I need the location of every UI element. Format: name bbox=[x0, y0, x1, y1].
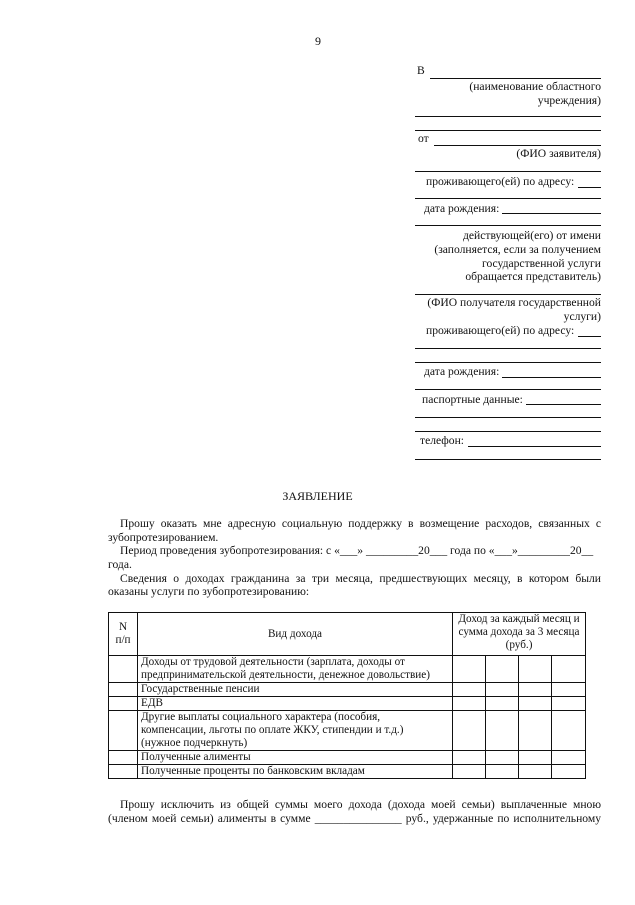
month-2-cell[interactable] bbox=[486, 711, 519, 751]
month-2-cell[interactable] bbox=[486, 751, 519, 765]
row-number-cell bbox=[109, 751, 138, 765]
birth-label: дата рождения: bbox=[424, 202, 500, 215]
col-income-header-2: сумма дохода за 3 месяца bbox=[458, 626, 580, 638]
row-number-cell bbox=[109, 697, 138, 711]
row-number-cell bbox=[109, 711, 138, 751]
col-number-header bbox=[109, 613, 138, 656]
income-type-cell bbox=[138, 656, 453, 683]
passport-blank bbox=[526, 404, 601, 405]
org-name-line bbox=[430, 78, 601, 79]
phone-line-2 bbox=[415, 459, 601, 460]
org-caption-1: (наименование областного bbox=[469, 80, 601, 93]
total-cell[interactable] bbox=[552, 697, 586, 711]
income-type-cell: Полученные алименты bbox=[138, 751, 453, 765]
month-2-cell[interactable] bbox=[486, 656, 519, 683]
applicant-name-line bbox=[434, 145, 601, 146]
month-2-cell[interactable] bbox=[486, 697, 519, 711]
recipient-caption-1: (ФИО получателя государственной bbox=[427, 296, 601, 309]
recipient-line bbox=[415, 294, 601, 295]
table-row bbox=[109, 711, 586, 751]
month-1-cell[interactable] bbox=[453, 765, 486, 779]
birth-line-2 bbox=[415, 225, 601, 226]
birth2-line-2 bbox=[415, 389, 601, 390]
org-line-3 bbox=[415, 130, 601, 131]
income-type-cell: Государственные пенсии bbox=[138, 683, 453, 697]
col-income-header-3: (руб.) bbox=[505, 639, 533, 651]
total-cell[interactable] bbox=[552, 711, 586, 751]
row-number-cell bbox=[109, 656, 138, 683]
income-type-cell bbox=[138, 711, 453, 751]
org-line-2 bbox=[415, 116, 601, 117]
to-prefix: В bbox=[417, 64, 425, 77]
table-row bbox=[109, 697, 586, 711]
month-1-cell[interactable] bbox=[453, 683, 486, 697]
phone-blank bbox=[468, 446, 601, 447]
total-cell[interactable] bbox=[552, 656, 586, 683]
acting-text-2: (заполняется, если за получением bbox=[434, 243, 601, 256]
birth2-label: дата рождения: bbox=[424, 365, 500, 378]
acting-text-1: действующей(его) от имени bbox=[462, 229, 601, 242]
month-3-cell[interactable] bbox=[519, 656, 552, 683]
residing-line-2 bbox=[415, 198, 601, 199]
income-table bbox=[108, 612, 586, 779]
document-title: ЗАЯВЛЕНИЕ bbox=[282, 489, 353, 503]
total-cell[interactable] bbox=[552, 765, 586, 779]
income-intro-1: Сведения о доходах гражданина за три месяца, предшествующих месяцу, в котором были bbox=[120, 572, 601, 585]
period-text-1: Период проведения зубопротезирования: с «___» _________20___ года по «___»_________20__ bbox=[120, 544, 594, 557]
total-cell[interactable] bbox=[552, 683, 586, 697]
org-caption-2: учреждения) bbox=[537, 94, 601, 107]
income-intro-2: оказаны услуги по зубопротезированию: bbox=[108, 585, 310, 598]
income-type-cell: ЕДВ bbox=[138, 697, 453, 711]
month-1-cell[interactable] bbox=[453, 711, 486, 751]
month-2-cell[interactable] bbox=[486, 765, 519, 779]
month-3-cell[interactable] bbox=[519, 751, 552, 765]
passport-line-3 bbox=[415, 431, 601, 432]
acting-text-4: обращается представитель) bbox=[465, 270, 601, 283]
month-3-cell[interactable] bbox=[519, 765, 552, 779]
period-text-2: года. bbox=[108, 558, 132, 571]
month-1-cell[interactable] bbox=[453, 656, 486, 683]
applicant-caption: (ФИО заявителя) bbox=[516, 147, 601, 160]
exclude-text-2: (членом моей семьи) алименты в сумме _______________ руб., удержанные по исполнительному bbox=[108, 812, 601, 825]
recipient-caption-2: услуги) bbox=[563, 310, 601, 323]
request-text-1: Прошу оказать мне адресную социальную поддержку в возмещение расходов, связанных с bbox=[120, 517, 601, 530]
page-number: 9 bbox=[315, 34, 321, 48]
acting-text-3: государственной услуги bbox=[481, 257, 601, 270]
phone-label: телефон: bbox=[420, 434, 465, 447]
birth2-blank bbox=[502, 377, 601, 378]
exclude-text-1: Прошу исключить из общей суммы моего дохода (дохода моей семьи) выплаченные мною bbox=[120, 798, 601, 811]
month-2-cell[interactable] bbox=[486, 683, 519, 697]
col-number-header-2: п/п bbox=[115, 634, 131, 646]
row-number-cell bbox=[109, 683, 138, 697]
income-type-line: (нужное подчеркнуть) bbox=[141, 737, 248, 749]
row-number-cell bbox=[109, 765, 138, 779]
passport-label: паспортные данные: bbox=[422, 393, 523, 406]
residing2-line-3 bbox=[415, 362, 601, 363]
residing2-line-2 bbox=[415, 348, 601, 349]
table-row bbox=[109, 656, 586, 683]
month-3-cell[interactable] bbox=[519, 697, 552, 711]
residing-blank bbox=[578, 187, 601, 188]
applicant-line-2 bbox=[415, 171, 601, 172]
income-type-line: Другие выплаты социального характера (пособия, bbox=[141, 711, 381, 723]
residing2-blank bbox=[578, 336, 601, 337]
month-1-cell[interactable] bbox=[453, 697, 486, 711]
table-row bbox=[109, 751, 586, 765]
month-3-cell[interactable] bbox=[519, 711, 552, 751]
income-type-line: компенсации, льготы по оплате ЖКУ, стипендии и т.д.) bbox=[141, 724, 404, 736]
month-1-cell[interactable] bbox=[453, 751, 486, 765]
residing2-label: проживающего(ей) по адресу: bbox=[426, 324, 575, 337]
col-income-header-1: Доход за каждый месяц и bbox=[458, 613, 580, 625]
table-header-row bbox=[109, 613, 586, 656]
col-type-header: Вид дохода bbox=[138, 613, 453, 656]
request-text-2: зубопротезированием. bbox=[108, 531, 219, 544]
income-type-line: Доходы от трудовой деятельности (зарплата, доходы от bbox=[141, 656, 405, 668]
passport-line-2 bbox=[415, 417, 601, 418]
birth-blank bbox=[502, 213, 601, 214]
table-row bbox=[109, 765, 586, 779]
col-income-header bbox=[453, 613, 586, 656]
residing-label: проживающего(ей) по адресу: bbox=[426, 175, 575, 188]
income-type-line: предпринимательской деятельности, денежное довольствие) bbox=[141, 669, 430, 681]
total-cell[interactable] bbox=[552, 751, 586, 765]
col-number-header-1: N bbox=[118, 621, 128, 633]
month-3-cell[interactable] bbox=[519, 683, 552, 697]
table-row bbox=[109, 683, 586, 697]
from-prefix: от bbox=[418, 132, 429, 145]
income-type-cell: Полученные проценты по банковским вкладам bbox=[138, 765, 453, 779]
